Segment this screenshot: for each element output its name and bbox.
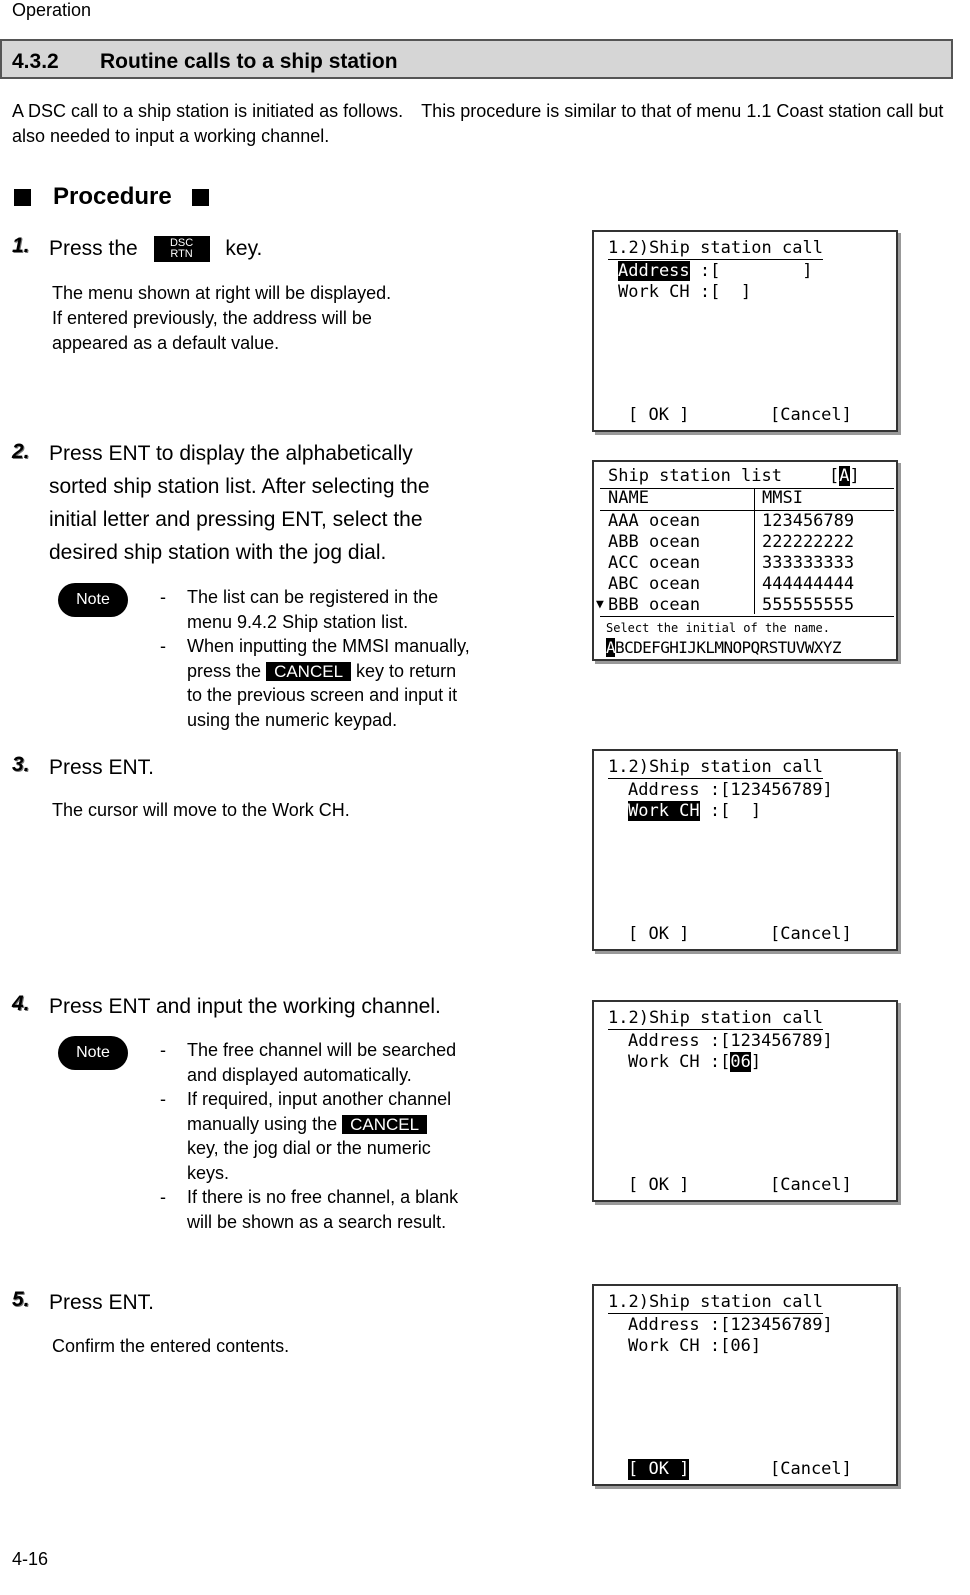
bracket: ]	[849, 466, 860, 486]
col-name-header: NAME	[608, 488, 649, 508]
cancel-softkey: [Cancel]	[770, 405, 852, 425]
address-label: Address	[628, 780, 700, 800]
address-label: Address	[628, 1031, 700, 1051]
alphabet-selected: A	[606, 638, 616, 657]
lcd-screen-ship-call-confirm	[592, 1284, 898, 1486]
note-line	[187, 1112, 427, 1137]
step-text-line: sorted ship station list. After selecting the	[49, 475, 430, 498]
cancel-key-icon: CANCEL	[266, 662, 351, 681]
page-number: 4-16	[12, 1549, 49, 1569]
note-text: manually using the	[187, 1113, 338, 1134]
list-item-mmsi: 222222222	[762, 532, 855, 552]
key-label-top: DSC	[169, 237, 194, 250]
lcd-screen-ship-station-list	[592, 460, 898, 661]
subtext-line: The menu shown at right will be displayed.	[52, 283, 392, 303]
note-line: The free channel will be searched	[187, 1040, 457, 1060]
work-ch-label: Work CH	[618, 282, 690, 302]
work-ch-label: Work CH	[628, 1336, 700, 1356]
work-ch-label: Work CH	[628, 801, 700, 821]
dash: -	[160, 1089, 166, 1109]
address-row	[618, 261, 812, 282]
list-item-name: ABC ocean	[608, 574, 701, 594]
address-value: :[123456789]	[699, 780, 833, 800]
step-text-line: desired ship station with the jog dial.	[49, 541, 387, 564]
note-line: menu 9.4.2 Ship station list.	[187, 611, 409, 632]
work-ch-bracket: ]	[750, 1052, 762, 1072]
screen-title: 1.2)Ship station call	[608, 238, 823, 258]
intro-paragraph: A DSC call to a ship station is initiated as follows. This procedure is similar to that of menu 1.1 Coast station call but also needed to input a working channel.	[12, 101, 944, 146]
step-number: 1.	[12, 234, 30, 257]
note-line: keys.	[187, 1162, 230, 1183]
address-row	[628, 780, 833, 801]
cancel-softkey: [Cancel]	[770, 1175, 852, 1195]
dash: -	[160, 1187, 166, 1207]
work-ch-label: Work CH	[628, 1052, 700, 1072]
list-item-mmsi: 123456789	[762, 511, 855, 531]
cancel-softkey: [Cancel]	[770, 1459, 852, 1479]
note-line: using the numeric keypad.	[187, 709, 398, 730]
work-ch-row	[628, 1052, 761, 1073]
chapter-header: Operation	[12, 0, 92, 20]
lcd-screen-ship-call-address	[592, 230, 898, 432]
procedure-label: Procedure	[53, 183, 172, 210]
work-ch-value: :[ ]	[699, 801, 762, 821]
step-text-part: key.	[225, 237, 263, 260]
screen-title: 1.2)Ship station call	[608, 757, 823, 777]
subtext-line: appeared as a default value.	[52, 333, 280, 353]
list-item-mmsi: 333333333	[762, 553, 855, 573]
screen-title: Ship station list	[608, 466, 782, 486]
work-ch-bracket: :[	[699, 1052, 731, 1072]
step-subtext	[52, 281, 391, 356]
list-item-name: ACC ocean	[608, 553, 701, 573]
work-ch-row	[628, 801, 761, 822]
step-subtext: Confirm the entered contents.	[52, 1336, 290, 1356]
lcd-screen-ship-call-channel	[592, 1000, 898, 1202]
screen-title: 1.2)Ship station call	[608, 1008, 823, 1028]
ok-softkey: [ OK ]	[628, 405, 690, 425]
bracket: [	[829, 466, 840, 486]
work-ch-row	[628, 1336, 761, 1357]
divider	[600, 616, 894, 617]
step-text-part: Press the	[49, 237, 138, 260]
step-text: Press ENT.	[49, 1291, 155, 1314]
initial-letter: A	[839, 466, 850, 486]
address-value: :[123456789]	[699, 1031, 833, 1051]
step-text-line: Press ENT to display the alphabetically	[49, 442, 413, 465]
step-text-line: initial letter and pressing ENT, select the	[49, 508, 423, 531]
subtext-line: If entered previously, the address will be	[52, 308, 372, 328]
step-text: Press ENT and input the working channel.	[49, 995, 441, 1018]
step-number: 4.	[12, 992, 30, 1015]
address-value: :[ ]	[689, 261, 813, 281]
square-bullet-icon	[14, 189, 31, 206]
note-badge: Note	[58, 583, 128, 617]
note-line: If required, input another channel	[187, 1089, 452, 1109]
list-item-mmsi: 555555555	[762, 595, 855, 615]
work-ch-value: 06	[730, 1052, 751, 1072]
note-line	[187, 659, 456, 684]
step-text: Press ENT.	[49, 756, 155, 779]
section-heading-bar	[0, 39, 953, 79]
screen-title: 1.2)Ship station call	[608, 1292, 823, 1312]
list-item-name: BBB ocean	[608, 595, 701, 615]
alphabet-rest: BCDEFGHIJKLMNOPQRSTUVWXYZ	[615, 638, 841, 657]
section-number: 4.3.2	[12, 50, 59, 73]
note-list	[160, 1038, 520, 1234]
note-text: press the	[187, 660, 262, 681]
note-line: to the previous screen and input it	[187, 685, 458, 705]
step-number: 5.	[12, 1288, 30, 1311]
procedure-heading	[14, 183, 209, 211]
address-value: :[123456789]	[699, 1315, 833, 1335]
dsc-rtn-key-icon	[154, 236, 210, 262]
divider	[754, 488, 755, 614]
note-line: The list can be registered in the	[187, 587, 439, 607]
step-text	[49, 232, 262, 265]
ok-softkey: [ OK ]	[628, 924, 690, 944]
col-mmsi-header: MMSI	[762, 488, 803, 508]
step-text	[49, 437, 430, 569]
address-row	[628, 1031, 833, 1052]
address-label: Address	[618, 261, 690, 281]
note-list	[160, 585, 520, 732]
address-label: Address	[628, 1315, 700, 1335]
cancel-key-icon: CANCEL	[342, 1115, 427, 1134]
step-number: 2.	[12, 440, 30, 463]
note-line: and displayed automatically.	[187, 1064, 412, 1085]
key-label-bottom: RTN	[170, 248, 193, 261]
dash: -	[160, 587, 166, 607]
list-item-mmsi: 444444444	[762, 574, 855, 594]
step-number: 3.	[12, 753, 30, 776]
dash: -	[160, 636, 166, 656]
cancel-softkey: [Cancel]	[770, 924, 852, 944]
note-line: If there is no free channel, a blank	[187, 1187, 459, 1207]
note-text: key to return	[356, 660, 457, 681]
section-title: Routine calls to a ship station	[100, 50, 398, 73]
step-subtext: The cursor will move to the Work CH.	[52, 800, 350, 820]
list-item-name: ABB ocean	[608, 532, 701, 552]
alphabet-selector	[606, 637, 841, 658]
ok-softkey: [ OK ]	[628, 1459, 690, 1479]
note-line: When inputting the MMSI manually,	[187, 636, 470, 656]
note-badge: Note	[58, 1036, 128, 1070]
square-bullet-icon	[192, 189, 209, 206]
address-row	[628, 1315, 833, 1336]
work-ch-row	[618, 282, 751, 303]
note-line: will be shown as a search result.	[187, 1211, 447, 1232]
hint-text: Select the initial of the name.	[606, 621, 830, 635]
work-ch-value: :[06]	[699, 1336, 762, 1356]
work-ch-value: :[ ]	[689, 282, 752, 302]
initial-indicator	[829, 466, 860, 487]
ok-softkey: [ OK ]	[628, 1175, 690, 1195]
dash: -	[160, 1040, 166, 1060]
lcd-screen-ship-call-workch	[592, 749, 898, 951]
scroll-down-arrow-icon: ▼	[596, 597, 604, 612]
list-item-name: AAA ocean	[608, 511, 701, 531]
note-line: key, the jog dial or the numeric	[187, 1138, 431, 1158]
